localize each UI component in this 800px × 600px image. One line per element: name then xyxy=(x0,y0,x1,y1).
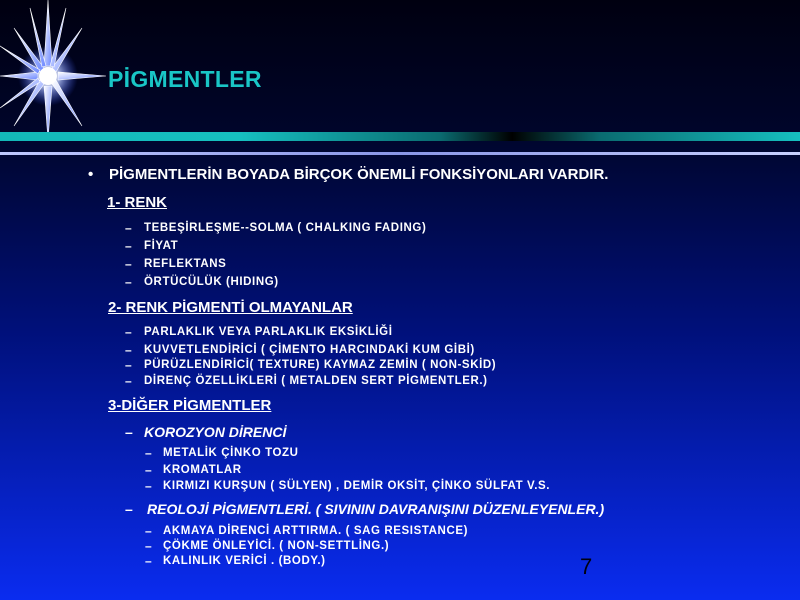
main-bullet: • xyxy=(88,166,94,183)
section-heading-renk: 1- RENK xyxy=(107,194,168,211)
list-item: METALİK ÇİNKO TOZU xyxy=(163,447,299,459)
group-label-reoloji: REOLOJİ PİGMENTLERİ. ( SIVININ DAVRANIŞINI DÜZENLEYENLER.) xyxy=(147,501,605,517)
dash: – xyxy=(125,239,132,253)
dash: – xyxy=(145,524,152,538)
list-item: KALINLIK VERİCİ . (BODY.) xyxy=(163,555,326,567)
page-title: PİGMENTLER xyxy=(108,66,262,92)
dash: – xyxy=(145,554,152,568)
list-item: TEBEŞİRLEŞME--SOLMA ( CHALKING FADING) xyxy=(144,222,427,234)
list-item: DİRENÇ ÖZELLİKLERİ ( METALDEN SERT PİGMENTLER.) xyxy=(144,375,488,387)
dash: – xyxy=(125,358,132,372)
dash: – xyxy=(145,479,152,493)
dash: – xyxy=(145,539,152,553)
main-point: PİGMENTLERİN BOYADA BİRÇOK ÖNEMLİ FONKSİYONLARI VARDIR. xyxy=(109,166,609,183)
dash: – xyxy=(125,501,133,517)
list-item: FİYAT xyxy=(144,240,179,252)
dash: – xyxy=(125,343,132,357)
dash: – xyxy=(145,463,152,477)
list-item: ÖRTÜCÜLÜK (HIDING) xyxy=(144,276,279,288)
dash: – xyxy=(125,221,132,235)
list-item: AKMAYA DİRENCİ ARTTIRMA. ( SAG RESISTANCE) xyxy=(163,525,469,537)
list-item: KUVVETLENDİRİCİ ( ÇİMENTO HARCINDAKİ KUM GİBİ) xyxy=(144,344,475,356)
list-item: PÜRÜZLENDİRİCİ( TEXTURE) KAYMAZ ZEMİN ( NON-SKİD) xyxy=(144,359,497,371)
title-divider-bar xyxy=(0,132,800,141)
dash: – xyxy=(125,257,132,271)
section-heading-renk-pigmenti-olmayanlar: 2- RENK PİGMENTİ OLMAYANLAR xyxy=(108,299,353,316)
list-item: REFLEKTANS xyxy=(144,258,227,270)
section-heading-diger-pigmentler: 3-DİĞER PİGMENTLER xyxy=(108,397,272,414)
dash: – xyxy=(125,374,132,388)
dash: – xyxy=(145,446,152,460)
list-item: ÇÖKME ÖNLEYİCİ. ( NON-SETTLİNG.) xyxy=(163,540,390,552)
title-divider-line xyxy=(0,152,800,155)
dash: – xyxy=(125,275,132,289)
group-label-korozyon: KOROZYON DİRENCİ xyxy=(144,424,287,440)
list-item: KROMATLAR xyxy=(163,464,242,476)
dash: – xyxy=(125,325,132,339)
dash: – xyxy=(125,424,133,440)
list-item: PARLAKLIK VEYA PARLAKLIK EKSİKLİĞİ xyxy=(144,326,393,338)
starburst-logo xyxy=(0,0,110,140)
list-item: KIRMIZI KURŞUN ( SÜLYEN) , DEMİR OKSİT, ÇİNKO SÜLFAT V.S. xyxy=(163,480,551,492)
page-number: 7 xyxy=(580,554,593,579)
